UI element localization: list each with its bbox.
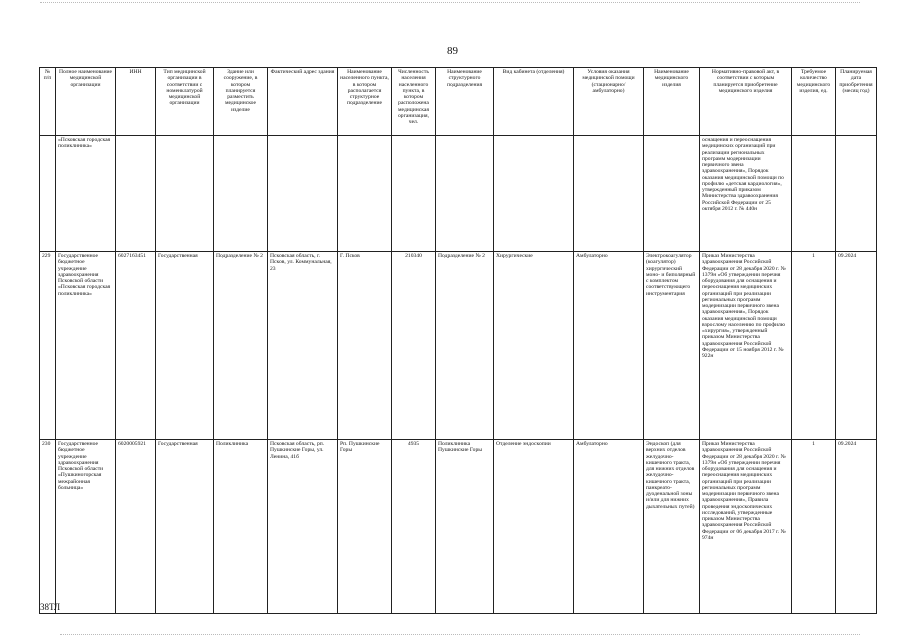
cell-type: Государственная — [156, 252, 214, 440]
table-row — [40, 440, 877, 614]
cell-num — [40, 136, 56, 252]
equipment-register-table — [39, 67, 877, 614]
cell-inn — [116, 136, 156, 252]
cell-subdivision — [436, 136, 494, 252]
cell-quantity: 1 — [792, 252, 836, 440]
cell-population: 210340 — [392, 252, 436, 440]
cell-address — [268, 136, 338, 252]
cell-inn: 6020005921 — [116, 440, 156, 614]
table-row — [40, 252, 877, 440]
header-cell-num: № п/п — [40, 68, 56, 136]
cell-org: Государственное бюджетное учреждение здравоохранения Псковской области «Пушкиногорская межрайонная больница» — [56, 440, 116, 614]
header-cell-type: Тип медицинской организации в соответствии с номенклатурой медицинской организации — [156, 68, 214, 136]
cell-conditions — [574, 136, 644, 252]
cell-locality — [338, 136, 392, 252]
cell-subdivision: Подразделение № 2 — [436, 252, 494, 440]
cell-type — [156, 136, 214, 252]
cell-act: оснащения и переоснащения медицинских организаций при реализации региональных программ модернизации первичного звена здравоохранения», Порядок оказания медицинской помощи по профилю «детская кардиология», утвержденный приказом Министерства здравоохранения Российской Федерации от 25 октября 2012 г. № 440н — [700, 136, 792, 252]
cell-num: 230 — [40, 440, 56, 614]
cell-device: Электрокоагулятор (коагулятор) хирургический моно- и биполярный с комплектом соответствующего инструментария — [644, 252, 700, 440]
cell-locality: Рп. Пушкинские Горы — [338, 440, 392, 614]
cell-building — [214, 136, 268, 252]
header-cell-org: Полное наименование медицинской организации — [56, 68, 116, 136]
header-cell-subdivision: Наименование структурного подразделения — [436, 68, 494, 136]
table-header-row — [40, 68, 877, 136]
cell-quantity: 1 — [792, 440, 836, 614]
header-cell-act: Нормативно-правовой акт, в соответствии с которым планируется приобретение медицинского изделия — [700, 68, 792, 136]
page-number: 89 — [447, 45, 458, 57]
cell-address: Псковская область, рп. Пушкинские Горы, ул. Ленина, 41б — [268, 440, 338, 614]
cell-num: 229 — [40, 252, 56, 440]
header-cell-quantity: Требуемое количество медицинского изделия, ед. — [792, 68, 836, 136]
cell-device: Эндоскоп (для верхних отделов желудочно-кишечного тракта, для нижних отделов желудочно-кишечного тракта, панкреато-дуоденальной зоны и/или для нижних дыхательных путей) — [644, 440, 700, 614]
header-cell-locality: Наименование населенного пункта, в котором располагается структурное подразделение — [338, 68, 392, 136]
header-cell-date: Планируемая дата приобретения (месяц год) — [836, 68, 877, 136]
header-cell-inn: ИНН — [116, 68, 156, 136]
cell-room — [494, 136, 574, 252]
cell-org: «Псковская городская поликлиника» — [56, 136, 116, 252]
cell-locality: Г. Псков — [338, 252, 392, 440]
cell-quantity — [792, 136, 836, 252]
cell-population — [392, 136, 436, 252]
cell-inn: 6027163451 — [116, 252, 156, 440]
cell-room: Отделение эндоскопии — [494, 440, 574, 614]
header-cell-address: Фактический адрес здания — [268, 68, 338, 136]
scan-bottom-edge — [60, 634, 860, 635]
cell-device — [644, 136, 700, 252]
cell-date — [836, 136, 877, 252]
header-cell-device: Наименование медицинского изделия — [644, 68, 700, 136]
cell-org: Государственное бюджетное учреждение здравоохранения Псковской области «Псковская городская поликлиника» — [56, 252, 116, 440]
scan-top-edge — [40, 2, 860, 3]
table-row — [40, 136, 877, 252]
cell-building: Подразделение № 2 — [214, 252, 268, 440]
cell-address: Псковская область, г. Псков, ул. Коммунальная, 23 — [268, 252, 338, 440]
cell-act: Приказ Министерства здравоохранения Российской Федерации от 28 декабря 2020 г. № 1379н «Об утверждении перечня оборудования для оснащения и переоснащения медицинских организаций при реализации региональных программ модернизации первичного звена здравоохранения», Порядок оказания медицинской помощи взрослому населению по профилю «хирургия», утвержденный приказом Министерства здравоохранения Российской Федерации от 15 ноября 2012 г. № 922н — [700, 252, 792, 440]
cell-act: Приказ Министерства здравоохранения Российской Федерации от 28 декабря 2020 г. № 1379н «Об утверждении перечня оборудования для оснащения и переоснащения медицинских организаций при реализации региональных программ модернизации первичного звена здравоохранения», Правила проведения эндоскопических исследований, утвержденные приказом Министерства здравоохранения Российской Федерации от 06 декабря 2017 г. № 974н — [700, 440, 792, 614]
cell-population: 4935 — [392, 440, 436, 614]
cell-subdivision: Поликлиника Пушкинские Горы — [436, 440, 494, 614]
header-cell-conditions: Условия оказания медицинской помощи (стационарно/амбулаторно) — [574, 68, 644, 136]
cell-building: Поликлиника — [214, 440, 268, 614]
cell-room: Хирургические — [494, 252, 574, 440]
cell-date: 09.2024 — [836, 252, 877, 440]
header-cell-population: Численность населения населенного пункта, в котором расположена медицинская организация, чел. — [392, 68, 436, 136]
cell-type: Государственная — [156, 440, 214, 614]
cell-conditions: Амбулаторно — [574, 440, 644, 614]
cell-conditions: Амбулаторно — [574, 252, 644, 440]
header-cell-room: Вид кабинета (отделения) — [494, 68, 574, 136]
cell-date: 09.2024 — [836, 440, 877, 614]
header-cell-building: Здание или сооружение, в котором планируется разместить медицинское изделие — [214, 68, 268, 136]
footer-document-code: 38ТЛ — [40, 602, 61, 612]
